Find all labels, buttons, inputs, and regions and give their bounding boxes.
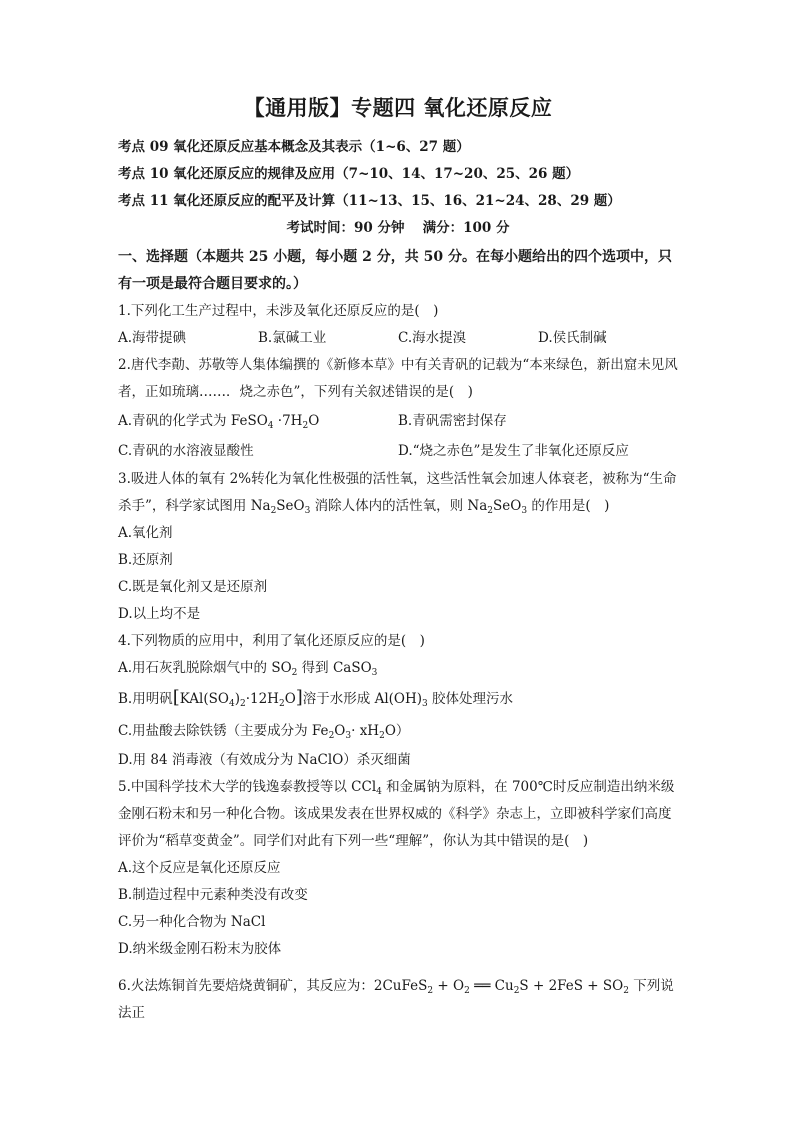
- exam-info: 考试时间：90 分钟 满分：100 分: [286, 220, 510, 236]
- q3-sub-4: 3: [521, 506, 528, 516]
- q4-option-b-chem2: (SO: [203, 691, 229, 707]
- q6-stem-pre: 6.火法炼铜首先要焙烧黄铜矿，其反应为：: [118, 978, 374, 994]
- kaodian-11: 考点 11 氧化还原反应的配平及计算（11~13、15、16、21~24、28、29 题）: [118, 193, 621, 209]
- q4-option-a-sub1: 2: [291, 668, 298, 678]
- q2-option-a: [118, 406, 398, 436]
- q2-option-b: B.青矾需密封保存: [398, 413, 507, 429]
- q4-option-b-sub4: 3: [422, 699, 428, 709]
- kaodian-10: 考点 10 氧化还原反应的规律及应用（7~10、14、17~20、25、26 题）: [118, 166, 580, 182]
- q4-option-d: D.用 84 消毒液（有效成分为 NaClO）杀灭细菌: [118, 752, 411, 768]
- q4-option-c-sub1: 2: [328, 731, 335, 741]
- q6-eq-2-sub: 2: [464, 986, 470, 996]
- q3-mid-1: SeO: [276, 498, 305, 514]
- q4-option-c-mid: O: [334, 723, 346, 739]
- q2-option-a-sub2: 2: [302, 421, 309, 431]
- q3-mid-3: SeO: [493, 498, 522, 514]
- q4-option-a: [118, 655, 678, 682]
- q6-stem-post: 下列说法正: [118, 978, 674, 1021]
- q6-eq-1-sub: 2: [427, 986, 434, 996]
- q4-option-c-mid2: · xH: [351, 723, 380, 739]
- q3-sub-3: 2: [487, 506, 494, 516]
- right-bracket: ]: [295, 687, 303, 708]
- q5-stem-pre: 5.中国科学技术大学的钱逸泰教授等以 CCl: [118, 779, 377, 795]
- q4-option-b-chem1: KAl: [179, 691, 204, 707]
- q3-option-c: C.既是氧化剂又是还原剂: [118, 579, 268, 595]
- kaodian-09: 考点 09 氧化还原反应基本概念及其表示（1~6、27 题）: [118, 139, 470, 155]
- q4-option-b-sub2: 2: [239, 699, 246, 709]
- left-bracket: [: [172, 687, 180, 708]
- q4-option-c-sub3: 2: [379, 731, 385, 741]
- question-5-stem: [118, 774, 678, 855]
- q1-option-b: B.氯碱工业: [258, 330, 327, 346]
- question-1-stem: 1.下列化工生产过程中，未涉及氧化还原反应的是( ): [118, 303, 439, 319]
- q1-option-a: A.海带提碘: [118, 330, 187, 346]
- q6-eq-3: Cu: [494, 978, 514, 994]
- q3-stem-post: 的作用是( ): [527, 498, 610, 514]
- q5-stem-post: 和金属钠为原料，在 700℃时反应制造出纳米级金刚石粉末和另一种化合物。该成果发表在世界权威的《科学》杂志上，立即被科学家们高度评价为“稻草变黄金”。同学们对此有下列一些“理解”，你认为其中错误的是( ): [118, 779, 675, 849]
- q2-option-a-pre: A.青矾的化学式为 FeSO: [118, 413, 268, 429]
- q3-stem-pre: 3.吸进人体的氧有 2%转化为氧化性极强的活性氧，这些活性氧会加速人体衰老，被称为“生命杀手”，科学家试图用 Na: [118, 471, 677, 514]
- q6-eq-4: S + 2FeS + SO: [519, 978, 624, 994]
- q4-option-a-mid: 得到 CaSO: [297, 660, 372, 676]
- q4-option-c-post: O）: [384, 723, 410, 739]
- q6-eq-arrow: ══: [469, 978, 495, 994]
- q1-option-c: C.海水提溴: [398, 330, 467, 346]
- question-1-options: [118, 325, 678, 352]
- q5-option-b: B.制造过程中元素种类没有改变: [118, 887, 308, 903]
- q5-option-a: A.这个反应是氧化还原反应: [118, 860, 281, 876]
- q2-option-a-sub1: 4: [267, 421, 274, 431]
- q4-option-c: [118, 715, 678, 747]
- q4-option-b-post: 胶体处理污水: [427, 691, 514, 707]
- q4-option-a-pre: A.用石灰乳脱除烟气中的 SO: [118, 660, 292, 676]
- q2-option-c: C.青矾的水溶液显酸性: [118, 443, 254, 459]
- q6-eq-3-sub: 2: [513, 986, 520, 996]
- q3-option-d: D.以上均不是: [118, 606, 201, 622]
- q3-mid-2: 消除人体内的活性氧，则 Na: [310, 498, 488, 514]
- q6-eq-1: 2CuFeS: [373, 978, 428, 994]
- q4-option-b-chem4: ·12H: [245, 691, 279, 707]
- page-title: 【通用版】专题四 氧化还原反应: [243, 95, 553, 120]
- q4-option-c-sub2: 3: [345, 731, 352, 741]
- q5-stem-sub: 4: [376, 787, 382, 797]
- q4-option-b-chem3: ): [234, 691, 240, 707]
- q2-option-a-mid: ·7H: [273, 413, 303, 429]
- question-4-stem: 4.下列物质的应用中，利用了氧化还原反应的是( ): [118, 633, 425, 649]
- question-2-options-row1: [118, 406, 678, 436]
- q3-option-b: B.还原剂: [118, 552, 173, 568]
- q4-option-a-sub2: 3: [371, 668, 378, 678]
- question-6-stem: [118, 973, 678, 1027]
- q3-option-a: A.氧化剂: [118, 525, 173, 541]
- q5-option-d: D.纳米级金刚石粉末为胶体: [118, 941, 282, 957]
- q4-option-b-post-pre: 溶于水形成 Al(OH): [302, 691, 423, 707]
- q5-option-c: C.另一种化合物为 NaCl: [118, 914, 266, 930]
- q6-eq-4-sub: 2: [623, 986, 629, 996]
- q4-option-b: [118, 682, 678, 715]
- q4-option-b-pre: B.用明矾: [118, 691, 173, 707]
- exam-page: [118, 92, 678, 1027]
- spacer: [118, 963, 678, 973]
- section-title: 一、选择题（本题共 25 小题，每小题 2 分，共 50 分。在每小题给出的四个选项中，只有一项是最符合题目要求的。）: [118, 249, 672, 292]
- q6-eq-2: + O: [433, 978, 465, 994]
- q4-option-c-pre: C.用盐酸去除铁锈（主要成分为 Fe: [118, 723, 329, 739]
- q1-option-d: D.侯氏制碱: [538, 330, 607, 346]
- question-2-options-row2: [118, 436, 678, 466]
- q3-sub-2: 3: [304, 506, 311, 516]
- q3-sub-1: 2: [270, 506, 277, 516]
- q2-option-a-post: O: [308, 413, 320, 429]
- q4-option-b-sub1: 4: [228, 699, 235, 709]
- question-3-stem: [118, 466, 678, 520]
- q4-option-b-chem5: O: [284, 691, 296, 707]
- q4-option-b-sub3: 2: [278, 699, 285, 709]
- q2-option-d: D.“烧之赤色”是发生了非氧化还原反应: [398, 443, 629, 459]
- question-2-stem: 2.唐代李勣、苏敬等人集体编撰的《新修本草》中有关青矾的记载为“本来绿色，新出窟未见风者，正如琉璃……．烧之赤色”，下列有关叙述错误的是( ): [118, 357, 678, 400]
